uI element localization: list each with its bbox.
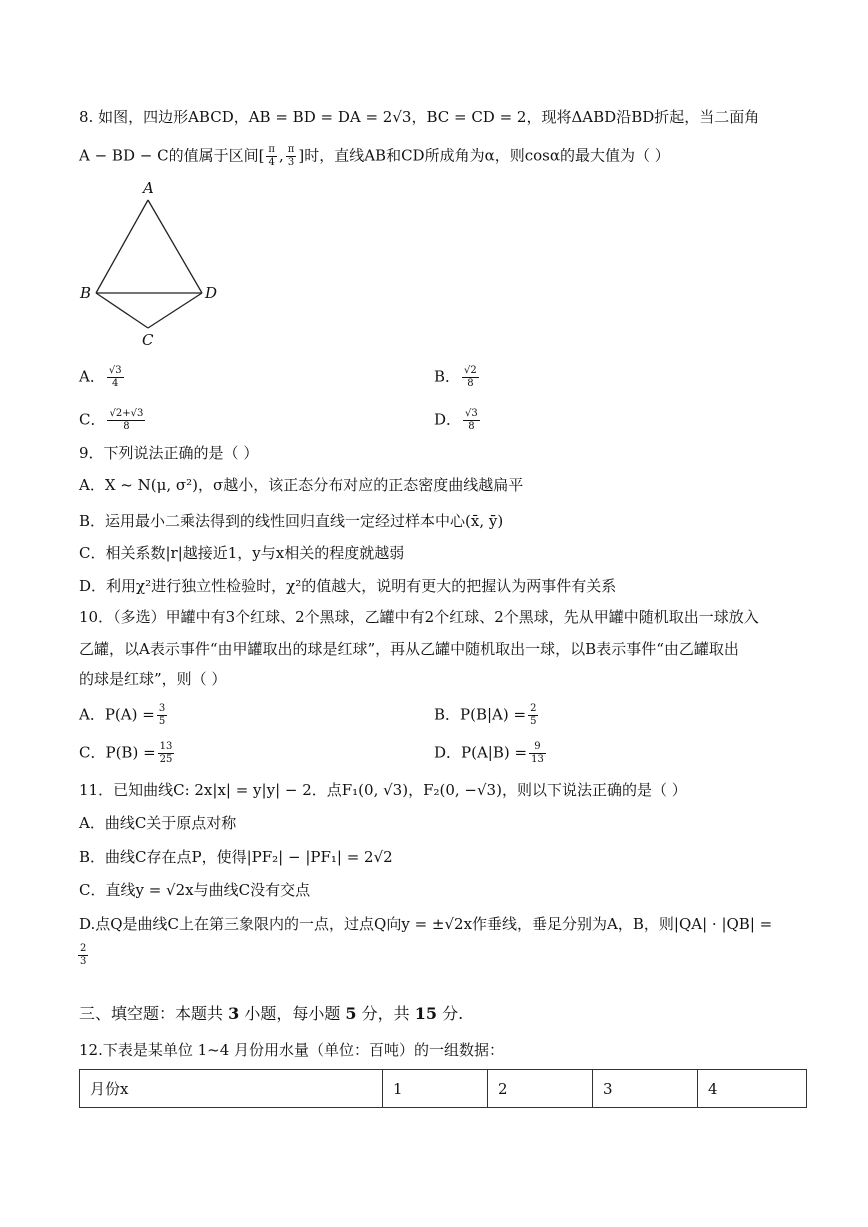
q8-option-d[interactable]: D． $\frac{√3}{8}$	[434, 408, 478, 432]
vertex-label-d: D	[205, 284, 218, 302]
table-cell: 1	[383, 1070, 488, 1108]
water-usage-table	[79, 1069, 807, 1108]
q8-option-c[interactable]: C． $\frac{√2+√3}{8}$	[79, 408, 144, 432]
q8-stem-line2-post: ]时，直线AB和CD所成角为α，则cosα的最大值为（ ）	[298, 146, 670, 165]
q10-option-d[interactable]: D．P(A|B) = $\frac{9}{13}$	[434, 741, 544, 765]
q11-option-b[interactable]: B．曲线C存在点P，使得|PF₂| − |PF₁| = 2√2	[79, 848, 393, 866]
q11-stem: 11．已知曲线C: 2x|x| = y|y| − 2．点F₁(0, √3)，F₂(0, −√3)，则以下说法正确的是（ ）	[79, 781, 687, 799]
q11-option-d-fraction: $\frac{2}{3}$	[80, 943, 87, 967]
q9-option-b[interactable]: B．运用最小二乘法得到的线性回归直线一定经过样本中心(x̄, ȳ)	[79, 512, 504, 530]
q8-stem-line1: 8. 如图，四边形ABCD，AB = BD = DA = 2√3，BC = CD = 2，现将ΔABD沿BD折起，当二面角	[79, 108, 760, 126]
q11-option-a[interactable]: A．曲线C关于原点对称	[79, 814, 237, 832]
table-cell: 3	[593, 1070, 698, 1108]
q10-option-b[interactable]: B．P(B|A) = $\frac{2}{5}$	[434, 703, 537, 727]
q9-stem: 9．下列说法正确的是（ ）	[79, 444, 259, 462]
q8-option-a[interactable]: A． $\frac{√3}{4}$	[79, 365, 122, 389]
q8-stem-line2: A − BD − C的值属于区间[ $\frac{\pi}{4}$ , $\frac{\pi}{3}$ ]时，直线AB和CD所成角为α，则cosα的最大值为（ ）	[79, 144, 670, 168]
q8-stem-line2-pre: A − BD − C的值属于区间[	[79, 146, 265, 165]
q11-option-d[interactable]: D.点Q是曲线C上在第三象限内的一点，过点Q向y = ±√2x作垂线，垂足分别为A，B，则|QA| · |QB| =	[79, 915, 773, 933]
interval-start-fraction: $\frac{\pi}{4}$	[268, 144, 275, 168]
table-cell-month-header: 月份x	[80, 1070, 383, 1108]
q8-option-b[interactable]: B． $\frac{√2}{8}$	[434, 365, 477, 389]
q9-option-c[interactable]: C．相关系数|r|越接近1，y与x相关的程度就越弱	[79, 544, 405, 562]
section-3-heading: 三、填空题：本题共 3 小题，每小题 5 分，共 15 分.	[79, 1004, 464, 1023]
interval-end-fraction: $\frac{\pi}{3}$	[287, 144, 295, 168]
q10-stem-line1: 10．（多选）甲罐中有3个红球、2个黑球，乙罐中有2个红球、2个黑球，先从甲罐中随机取出一球放入	[79, 608, 759, 626]
table-cell: 2	[488, 1070, 593, 1108]
table-cell: 4	[698, 1070, 807, 1108]
q9-option-d[interactable]: D．利用χ²进行独立性检验时，χ²的值越大，说明有更大的把握认为两事件有关系	[79, 577, 617, 595]
vertex-label-b: B	[80, 284, 92, 302]
vertex-label-a: A	[143, 179, 154, 197]
q12-stem: 12.下表是某单位 1~4 月份用水量（单位：百吨）的一组数据：	[79, 1041, 505, 1059]
q11-option-c[interactable]: C．直线y = √2x与曲线C没有交点	[79, 881, 311, 899]
q10-stem-line3: 的球是红球”，则（ ）	[79, 670, 227, 688]
q10-stem-line2: 乙罐，以A表示事件“由甲罐取出的球是红球”，再从乙罐中随机取出一球，以B表示事件“由乙罐取出	[79, 640, 739, 658]
q10-option-c[interactable]: C．P(B) = $\frac{13}{25}$	[79, 741, 173, 765]
q9-option-a[interactable]: A．X ~ N(μ, σ²)，σ越小，该正态分布对应的正态密度曲线越扁平	[79, 476, 524, 494]
vertex-label-c: C	[142, 331, 154, 349]
q10-option-a[interactable]: A．P(A) = $\frac{3}{5}$	[79, 703, 166, 727]
quadrilateral-figure	[76, 176, 226, 351]
table-row	[80, 1070, 807, 1108]
